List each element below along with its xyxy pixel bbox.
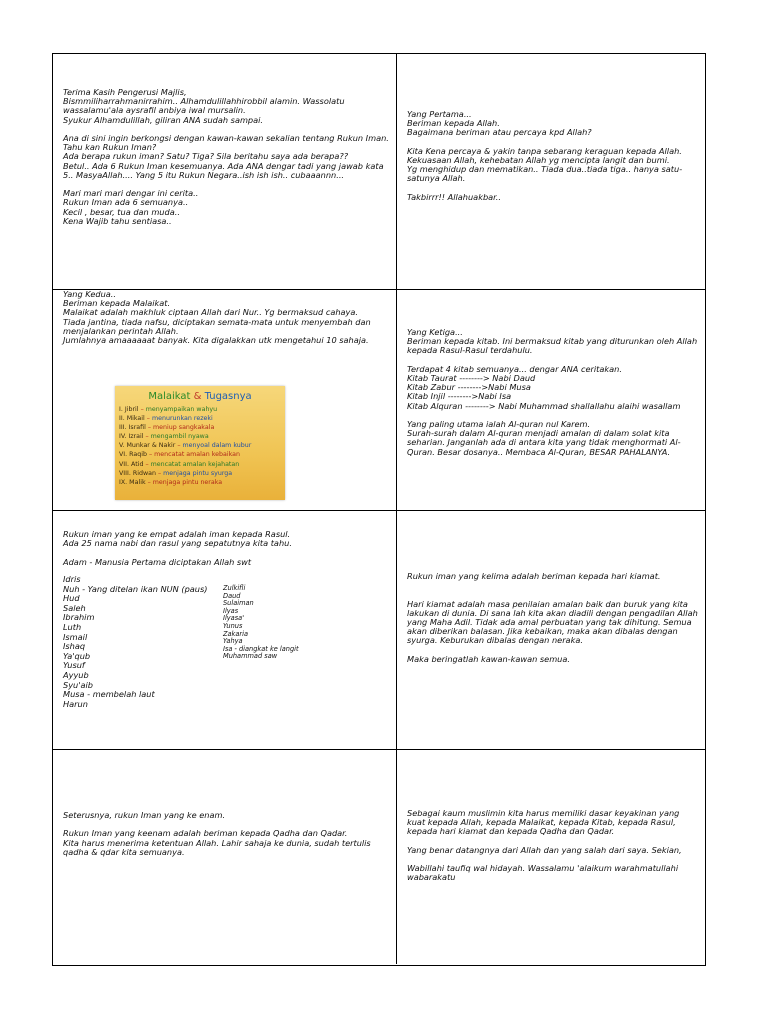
prophet-name: Daud — [223, 591, 241, 600]
malaikat-item: V. Munkar & Nakir – menyoal dalam kubur — [119, 442, 252, 450]
prophet-name: Muhammad saw — [223, 652, 278, 661]
malaikat-item: III. Israfil – meniup sangkakala — [119, 424, 215, 432]
malaikat-card — [115, 386, 285, 500]
prophet-name: Zakaria — [223, 629, 249, 638]
prophet-name: Yusuf — [63, 660, 85, 671]
document-grid — [52, 53, 706, 966]
cell-third-pillar — [397, 290, 705, 511]
prophet-name: Yunus — [223, 621, 243, 630]
cell-first-pillar — [397, 54, 705, 290]
cell-fourth-pillar — [53, 511, 397, 750]
cell-sixth-pillar — [53, 750, 397, 964]
prophet-name: Ishaq — [63, 641, 86, 652]
third-pillar-text: Yang Ketiga... Beriman kepada kitab. Ini bermaksud kitab yang diturunkan oleh Allah kepada Rasul-Rasul terdahulu. Terdapat 4 kitab semuanya... dengar ANA ceritakan. Kitab Taurat --------> Nabi Daud Kitab Zabur -------->Nabi Musa Kitab Injil -------->Nabi Isa Kitab Alquran --------> Nabi Muhammad shallallahu alaihi wasallam Yang paling utama ialah Al-quran nul Karem. Surah-surah dalam Al-quran menjadi amalan di dalam solat kita seharian. Janganlah ada di antara kita yang tidak menghormati Al-Quran. Besar dosanya.. Membaca Al-Quran, BESAR PAHALANYA. — [407, 327, 698, 457]
prophet-name: Ismail — [63, 631, 88, 642]
malaikat-list — [119, 405, 285, 487]
prophet-name: Nuh - Yang ditelan ikan NUN (paus) — [63, 583, 208, 594]
prophet-name: Saleh — [63, 602, 86, 613]
fourth-pillar-text: Rukun iman yang ke empat adalah iman kepada Rasul. Ada 25 nama nabi dan rasul yang sepatutnya kita tahu. Adam - Manusia Pertama diciptakan Allah swt — [63, 529, 292, 567]
malaikat-item: I. Jibril – menyampaikan wahyu — [119, 406, 218, 413]
prophet-name: Yahya — [223, 637, 243, 646]
prophet-list — [63, 574, 299, 709]
prophet-name: Ayyub — [63, 669, 89, 680]
prophet-name: Sulaiman — [223, 599, 254, 608]
prophet-list-main — [63, 575, 207, 709]
prophet-name: Ya'qub — [63, 650, 91, 661]
sixth-pillar-text: Seterusnya, rukun Iman yang ke enam. Rukun Iman yang keenam adalah beriman kepada Qadha dan Qadar. Kita harus menerima ketentuan Allah. Lahir sahaja ke dunia, sudah tertulis qadha & qdar kita semuanya. — [63, 810, 371, 857]
prophet-name: Ilyas — [223, 606, 239, 615]
prophet-name: Musa - membelah laut — [63, 689, 155, 700]
prophet-name: Harun — [63, 698, 88, 709]
closing-text: Sebagai kaum muslimin kita harus memiliki dasar keyakinan yang kuat kepada Allah, kepada Malaikat, kepada Kitab, kepada Rasul, kepada hari kiamat dan kepada Qadha dan Qadar. Yang benar datangnya dari Allah dan yang salah dari saya. Sekian, Wabillahi taufiq wal hidayah. Wassalamu 'alaikum warahmatullahi wabarakatu — [407, 808, 682, 883]
prophet-name: Syu'aib — [63, 679, 93, 690]
malaikat-item: VIII. Ridwan – menjaga pintu syurga — [119, 469, 233, 477]
cell-second-pillar — [53, 290, 397, 511]
prophet-name: Zulkifli — [223, 584, 246, 592]
malaikat-item: IV. Izrail – mengambil nyawa — [119, 433, 209, 441]
intro-text: Terima Kasih Pengerusi Majlis, Bismmiliharrahmanirrahim.. Alhamdulillahhirobbil alamin. Wassolatu wassalamu'ala aysrafil anbiya iwal mursalin. Syukur Alhamdulillah, giliran ANA sudah sampai. Ana di sini ingin berkongsi dengan kawan-kawan sekalian tentang Rukun Iman. Tahu kan Rukun Iman? Ada berapa rukun iman? Satu? Tiga? Sila beritahu saya ada berapa?? Betul.. Ada 6 Rukun Iman kesemuanya. Ada ANA dengar tadi yang jawab kata 5.. MasyaAllah.... Yang 5 itu Rukun Negara..ish ish ish.. cubaaannn... Mari mari mari dengar ini cerita.. Rukun Iman ada 6 semuanya.. Kecil , besar, tua dan muda.. Kena Wajib tahu sentiasa.. — [63, 87, 389, 226]
prophet-name: Luth — [63, 621, 82, 632]
cell-intro — [53, 54, 397, 290]
prophet-name: Hud — [63, 593, 80, 604]
malaikat-card-title: Malaikat & Tugasnya — [148, 391, 252, 402]
prophet-name: Isa - diangkat ke langit — [223, 644, 299, 653]
prophet-list-side — [223, 585, 299, 661]
prophet-name: Ilyasa' — [223, 614, 245, 623]
cell-fifth-pillar — [397, 511, 705, 750]
malaikat-item: VI. Raqib – mencatat amalan kebaikan — [119, 451, 241, 459]
cell-closing — [397, 750, 705, 964]
fifth-pillar-text: Rukun iman yang kelima adalah beriman kepada hari kiamat. Hari kiamat adalah masa penilaian amalan baik dan buruk yang kita lakukan di dunia. Di sana lah kita akan diadili dengan pengadilan Allah yang Maha Adil. Tidak ada amal perbuatan yang tak dihitung. Semua akan diberikan balasan. Jika kebaikan, maka akan dibalas dengan syurga. Keburukan dibalas dengan neraka. Maka beringatlah kawan-kawan semua. — [407, 571, 698, 664]
first-pillar-text: Yang Pertama... Beriman kepada Allah. Bagaimana beriman atau percaya kpd Allah? Kita Kena percaya & yakin tanpa sebarang keraguan kepada Allah. Kekuasaan Allah, kehebatan Allah yg mencipta langit dan bumi. Yg menghidup dan mematikan.. Tiada dua..tiada tiga.. hanya satu-satunya Allah. Takbirrr!! Allahuakbar.. — [407, 109, 683, 202]
malaikat-item: II. Mikail – menurunkan rezeki — [119, 415, 213, 423]
second-pillar-text: Yang Kedua.. Beriman kepada Malaikat. Malaikat adalah makhluk ciptaan Allah dari Nur.. Yg bermaksud cahaya. Tiada jantina, tiada nafsu, diciptakan semata-mata untuk menyembah dan menjalankan perintah Allah. Jumlahnya amaaaaaat banyak. Kita digalakkan utk mengetahui 10 sahaja. — [63, 290, 371, 346]
prophet-name: Idris — [63, 574, 81, 584]
malaikat-item: IX. Malik – menjaga pintu neraka — [119, 478, 223, 486]
prophet-name: Ibrahim — [63, 612, 95, 623]
malaikat-item: VII. Atid – mencatat amalan kejahatan — [119, 460, 240, 468]
